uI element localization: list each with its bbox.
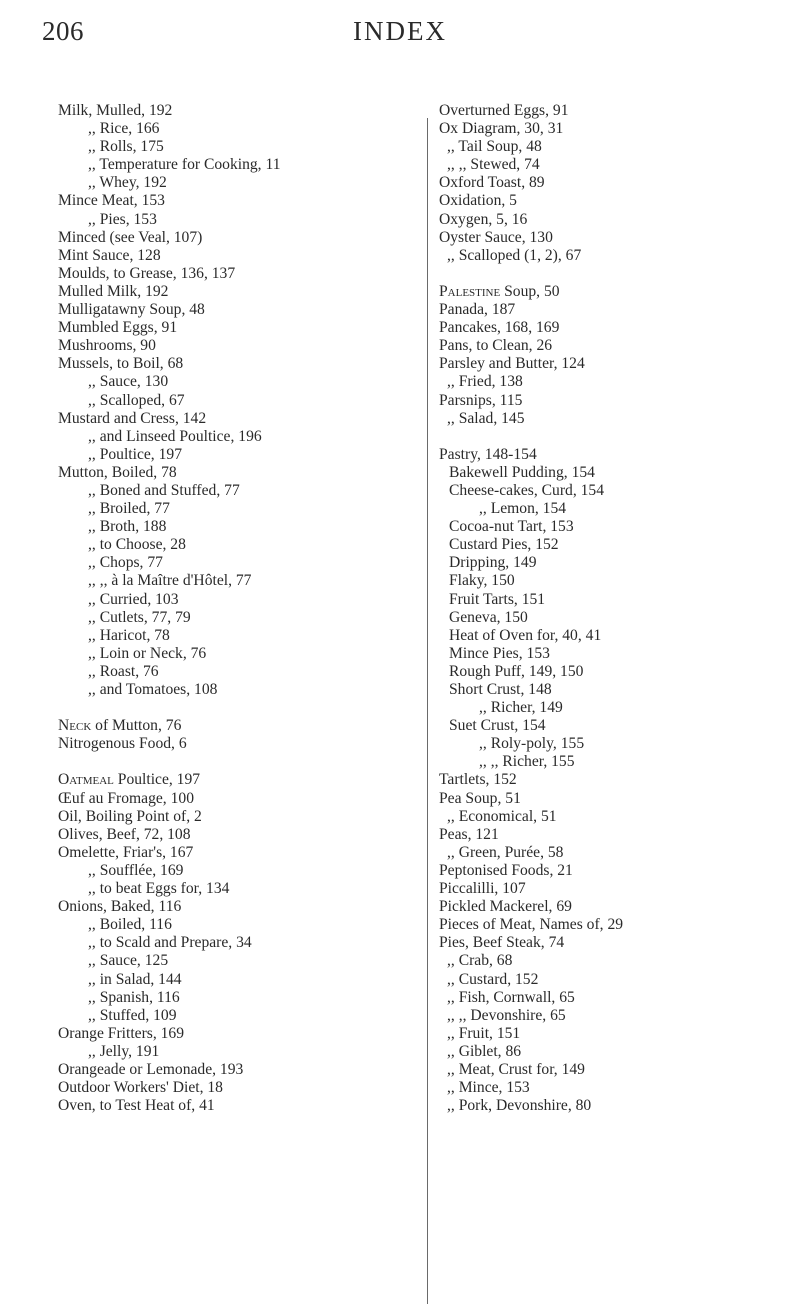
index-entry: Omelette, Friar's, 167 bbox=[58, 843, 194, 861]
index-entry: ,, Roast, 76 bbox=[88, 662, 159, 680]
index-spacer bbox=[439, 428, 784, 446]
index-entry: ,, Rolls, 175 bbox=[88, 138, 164, 156]
index-entry: Mumbled Eggs, 91 bbox=[58, 319, 178, 337]
index-entry: ,, Giblet, 86 bbox=[447, 1042, 522, 1060]
index-entry: ,, Salad, 145 bbox=[447, 409, 525, 427]
index-entry: ,, Meat, Crust for, 149 bbox=[447, 1060, 585, 1078]
index-entry: ,, Fruit, 151 bbox=[447, 1024, 521, 1042]
index-spacer bbox=[58, 699, 418, 717]
index-entry: Parsley and Butter, 124 bbox=[439, 355, 585, 373]
index-entry: Geneva, 150 bbox=[449, 608, 528, 626]
index-entry: ,, Richer, 149 bbox=[479, 699, 563, 717]
index-entry: ,, Fish, Cornwall, 65 bbox=[447, 988, 575, 1006]
index-entry: ,, Crab, 68 bbox=[447, 952, 513, 970]
index-column-right bbox=[439, 102, 784, 1115]
column-divider bbox=[427, 118, 428, 1304]
index-entry: Pancakes, 168, 169 bbox=[439, 319, 560, 337]
index-entry: ,, Tail Soup, 48 bbox=[447, 138, 542, 156]
index-entry: ,, to Choose, 28 bbox=[88, 536, 186, 554]
index-entry: ,, Temperature for Cooking, 11 bbox=[88, 156, 281, 174]
index-entry: Pies, Beef Steak, 74 bbox=[439, 934, 565, 952]
index-entry: Dripping, 149 bbox=[449, 554, 537, 572]
index-entry: Mint Sauce, 128 bbox=[58, 246, 161, 264]
index-spacer bbox=[439, 265, 784, 283]
index-entry: ,, Lemon, 154 bbox=[479, 500, 567, 518]
index-entry: Short Crust, 148 bbox=[449, 681, 552, 698]
index-entry: Oxygen, 5, 16 bbox=[439, 210, 528, 228]
index-entry: ,, Pork, Devonshire, 80 bbox=[447, 1097, 592, 1115]
index-entry: Palestine Soup, 50 bbox=[439, 282, 560, 300]
index-entry: ,, Broiled, 77 bbox=[88, 500, 170, 518]
index-entry: ,, to beat Eggs for, 134 bbox=[88, 880, 230, 898]
index-entry: Nitrogenous Food, 6 bbox=[58, 735, 187, 753]
index-entry: ,, Poultice, 197 bbox=[88, 445, 182, 463]
index-entry: ,, Roly-poly, 155 bbox=[479, 735, 585, 753]
index-entry: ,, Soufflée, 169 bbox=[88, 861, 184, 879]
index-entry: ,, Stuffed, 109 bbox=[88, 1006, 177, 1024]
index-entry: ,, Spanish, 116 bbox=[88, 988, 180, 1006]
index-entry: ,, and Tomatoes, 108 bbox=[88, 681, 218, 698]
index-entry: Oxidation, 5 bbox=[439, 192, 517, 210]
index-entry: Heat of Oven for, 40, 41 bbox=[449, 626, 602, 644]
index-entry: Rough Puff, 149, 150 bbox=[449, 662, 584, 680]
index-entry: Olives, Beef, 72, 108 bbox=[58, 825, 191, 843]
index-entry: Panada, 187 bbox=[439, 301, 516, 319]
index-entry: Peas, 121 bbox=[439, 825, 499, 843]
index-entry: Oyster Sauce, 130 bbox=[439, 228, 553, 246]
index-entry: ,, ,, Stewed, 74 bbox=[447, 156, 540, 174]
index-entry: ,, Curried, 103 bbox=[88, 590, 179, 608]
index-entry: Oven, to Test Heat of, 41 bbox=[58, 1097, 215, 1115]
index-entry: Œuf au Fromage, 100 bbox=[58, 789, 194, 807]
index-entry: ,, Cutlets, 77, 79 bbox=[88, 608, 191, 626]
index-entry: ,, and Linseed Poultice, 196 bbox=[88, 427, 262, 445]
index-entry: Suet Crust, 154 bbox=[449, 717, 546, 735]
index-entry: ,, Boned and Stuffed, 77 bbox=[88, 481, 240, 499]
index-entry: Neck of Mutton, 76 bbox=[58, 717, 182, 735]
index-entry: Mulligatawny Soup, 48 bbox=[58, 301, 205, 319]
index-entry: Orange Fritters, 169 bbox=[58, 1024, 185, 1042]
index-entry: ,, Green, Purée, 58 bbox=[447, 843, 564, 861]
index-entry: Mulled Milk, 192 bbox=[58, 282, 169, 300]
index-entry: Mince Meat, 153 bbox=[58, 192, 165, 210]
page-title: INDEX bbox=[353, 16, 447, 46]
index-entry: Oatmeal Poultice, 197 bbox=[58, 771, 201, 789]
index-entry: ,, Sauce, 130 bbox=[88, 373, 169, 391]
index-entry: ,, Chops, 77 bbox=[88, 554, 163, 572]
index-entry: Piccalilli, 107 bbox=[439, 880, 526, 898]
index-entry: Mustard and Cress, 142 bbox=[58, 409, 207, 427]
index-entry: ,, Whey, 192 bbox=[88, 174, 167, 192]
index-entry: ,, ,, Richer, 155 bbox=[479, 753, 575, 771]
index-entry: Tartlets, 152 bbox=[439, 771, 517, 789]
index-entry: ,, ,, à la Maître d'Hôtel, 77 bbox=[88, 572, 252, 590]
index-entry: Pickled Mackerel, 69 bbox=[439, 898, 572, 916]
index-entry: ,, Boiled, 116 bbox=[88, 916, 172, 934]
index-entry: Cocoa-nut Tart, 153 bbox=[449, 518, 574, 536]
index-entry: ,, Haricot, 78 bbox=[88, 626, 170, 644]
index-entry: Cheese-cakes, Curd, 154 bbox=[449, 481, 605, 499]
page-number: 206 bbox=[42, 16, 84, 46]
index-entry: Mince Pies, 153 bbox=[449, 644, 550, 662]
index-entry: ,, Fried, 138 bbox=[447, 373, 523, 391]
index-entry: Outdoor Workers' Diet, 18 bbox=[58, 1079, 223, 1097]
index-entry: ,, Scalloped (1, 2), 67 bbox=[447, 246, 582, 264]
index-entry: Mushrooms, 90 bbox=[58, 337, 156, 355]
index-entry: ,, Custard, 152 bbox=[447, 970, 539, 988]
index-entry: ,, Pies, 153 bbox=[88, 210, 157, 228]
index-spacer bbox=[58, 753, 418, 771]
index-entry: ,, Jelly, 191 bbox=[88, 1042, 160, 1060]
index-entry: ,, Economical, 51 bbox=[447, 807, 557, 825]
index-entry: ,, Scalloped, 67 bbox=[88, 391, 185, 409]
index-entry: Pieces of Meat, Names of, 29 bbox=[439, 916, 624, 934]
index-entry: Oil, Boiling Point of, 2 bbox=[58, 807, 202, 825]
index-entry: ,, to Scald and Prepare, 34 bbox=[88, 934, 252, 952]
index-entry: Peptonised Foods, 21 bbox=[439, 861, 573, 879]
index-entry: ,, Mince, 153 bbox=[447, 1079, 530, 1097]
index-entry: Pastry, 148-154 bbox=[439, 445, 537, 463]
index-entry: Milk, Mulled, 192 bbox=[58, 102, 173, 119]
index-entry: ,, Broth, 188 bbox=[88, 518, 167, 536]
index-entry: Minced (see Veal, 107) bbox=[58, 228, 203, 246]
index-entry: Pans, to Clean, 26 bbox=[439, 337, 553, 355]
index-entry: Custard Pies, 152 bbox=[449, 536, 559, 554]
index-entry: Fruit Tarts, 151 bbox=[449, 590, 546, 608]
index-entry: Overturned Eggs, 91 bbox=[439, 102, 569, 119]
index-entry: Parsnips, 115 bbox=[439, 391, 523, 409]
index-entry: Onions, Baked, 116 bbox=[58, 898, 182, 916]
index-entry: Ox Diagram, 30, 31 bbox=[439, 120, 564, 138]
index-entry: Mussels, to Boil, 68 bbox=[58, 355, 184, 373]
index-entry: ,, Sauce, 125 bbox=[88, 952, 169, 970]
index-entry: Orangeade or Lemonade, 193 bbox=[58, 1060, 244, 1078]
index-entry: Mutton, Boiled, 78 bbox=[58, 463, 177, 481]
index-entry: ,, Loin or Neck, 76 bbox=[88, 644, 207, 662]
index-entry: ,, Rice, 166 bbox=[88, 120, 160, 138]
index-entry: ,, ,, Devonshire, 65 bbox=[447, 1006, 566, 1024]
index-entry: Pea Soup, 51 bbox=[439, 789, 521, 807]
index-entry: Bakewell Pudding, 154 bbox=[449, 463, 595, 481]
index-entry: Oxford Toast, 89 bbox=[439, 174, 545, 192]
index-entry: Flaky, 150 bbox=[449, 572, 515, 590]
index-entry: ,, in Salad, 144 bbox=[88, 970, 182, 988]
index-entry: Moulds, to Grease, 136, 137 bbox=[58, 264, 236, 282]
index-column-left bbox=[58, 102, 418, 1115]
